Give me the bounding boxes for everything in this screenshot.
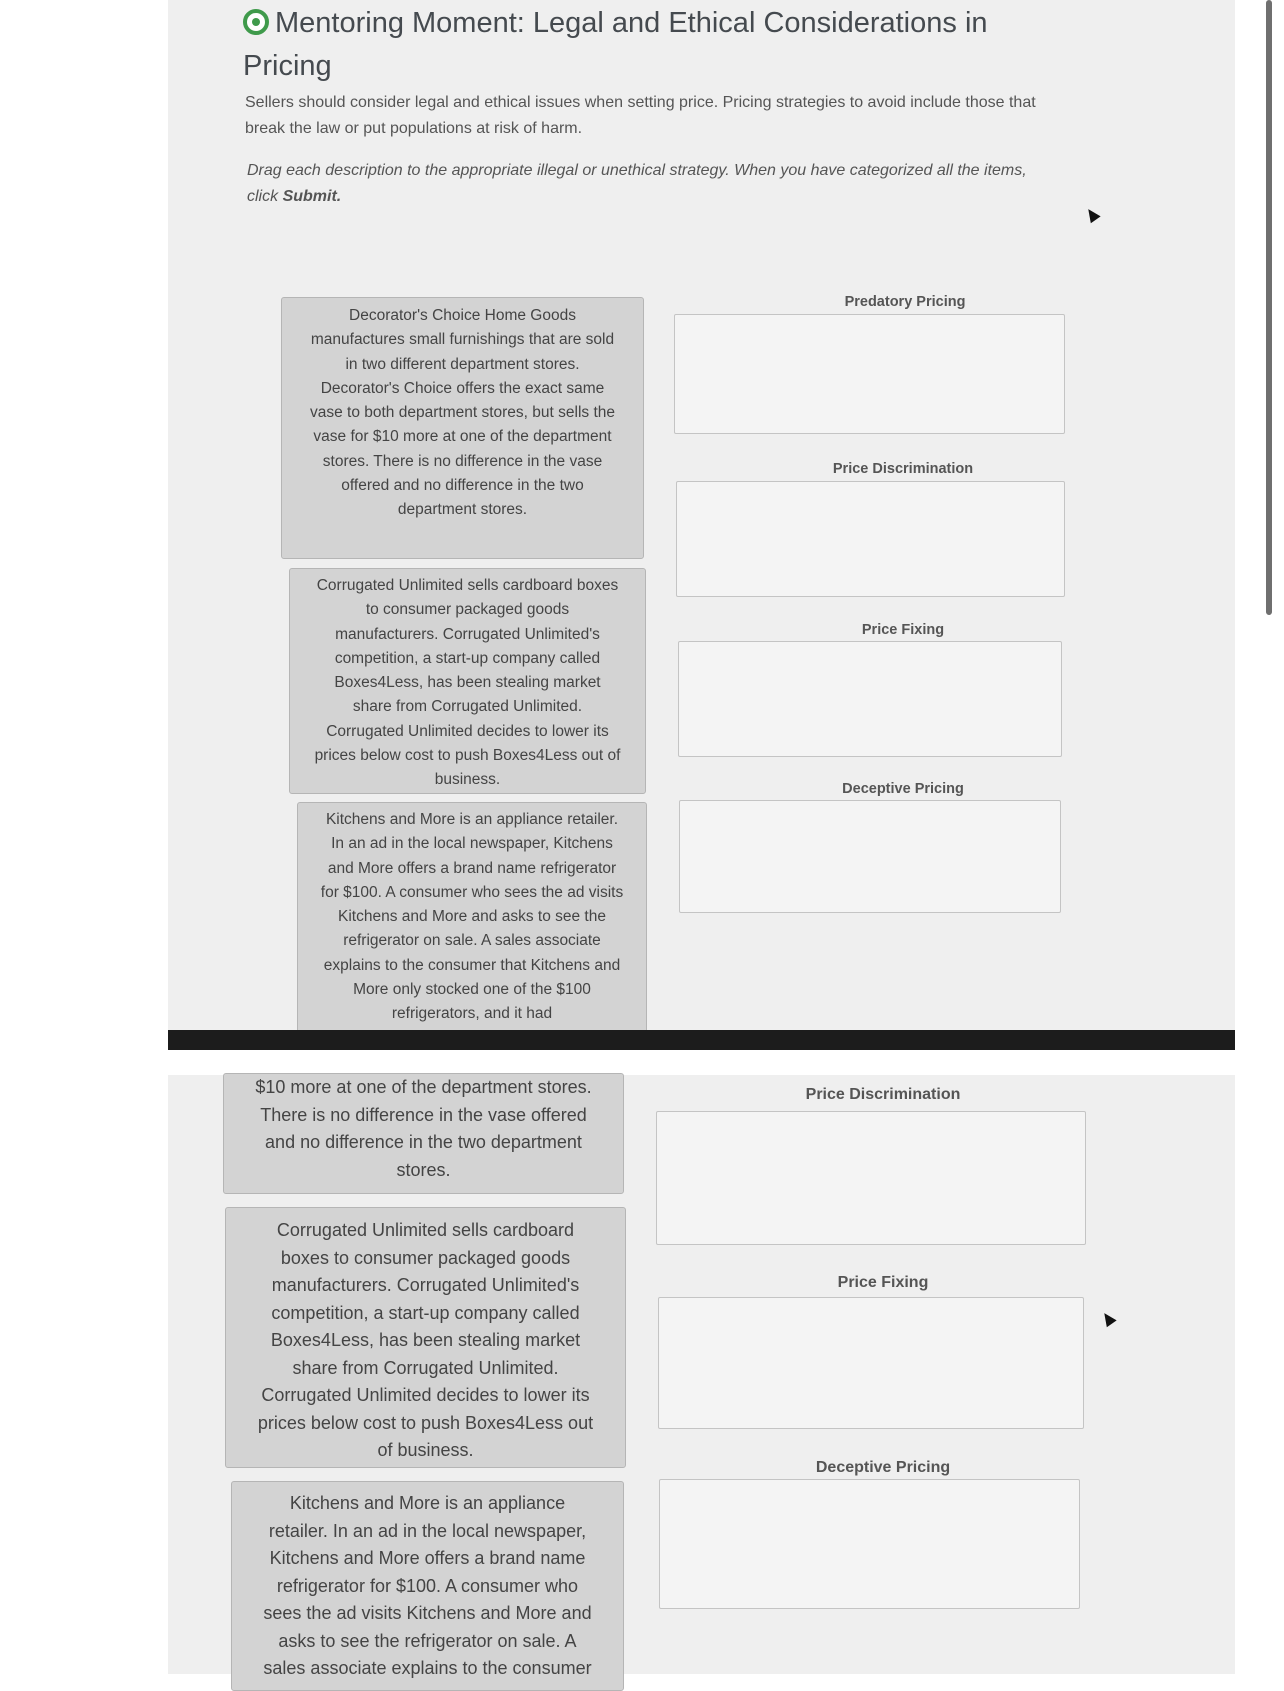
category-label-deceptive: Deceptive Pricing [842, 781, 964, 797]
drop-zone-deceptive-zoomed[interactable] [659, 1479, 1080, 1609]
page-title [243, 2, 1063, 88]
description-text: Corrugated Unlimited sells cardboard boxes to consumer packaged goods manufacturers. Corrugated Unlimited's competition, a start-up company called Boxes4Less, has been stealing market share from Corrugated Unlimited. Corrugated Unlimited decides to lower its prices below cost to push Boxes4Less out of business. [257, 1220, 594, 1460]
mouse-cursor-icon [1099, 1310, 1116, 1328]
description-card-price-discrimination[interactable] [281, 297, 644, 559]
category-label-discrimination-zoomed: Price Discrimination [805, 1086, 961, 1103]
mentoring-moment-icon [243, 9, 269, 35]
category-label-predatory: Predatory Pricing [844, 294, 966, 310]
drop-zone-discrimination-zoomed[interactable] [656, 1111, 1086, 1245]
description-card-price-discrimination-zoomed[interactable] [223, 1073, 624, 1194]
description-card-deceptive[interactable] [297, 802, 647, 1042]
screenshot-divider [168, 1030, 1235, 1050]
page-title-text: Mentoring Moment: Legal and Ethical Considerations in Pricing [243, 7, 988, 82]
category-label-deceptive-zoomed: Deceptive Pricing [815, 1459, 951, 1476]
category-label-fixing-zoomed: Price Fixing [837, 1274, 929, 1291]
description-text: Decorator's Choice Home Goods manufactures small furnishings that are sold in two different department stores. Decorator's Choice offers the exact same vase to both department stores, but sells the vase for $10 more at one of the department stores. There is no difference in the vase offered and no difference in the two department stores. [309, 307, 615, 519]
drop-zone-fixing-zoomed[interactable] [658, 1297, 1084, 1429]
description-text: Kitchens and More is an appliance retailer. In an ad in the local newspaper, Kitchens and More offers a brand name refrigerator for $100. A consumer who sees the ad visits Kitchens and More and asks to see the refrigerator on sale. A sales associate explains to the consumer [263, 1493, 592, 1678]
scrollbar[interactable] [1266, 0, 1272, 615]
intro-text: Sellers should consider legal and ethical issues when setting price. Pricing strategies to avoid include those that break the law or put populations at risk of harm. [245, 94, 1036, 137]
instruction-text [247, 158, 1047, 210]
instruction-submit: Submit. [282, 188, 342, 205]
description-card-predatory[interactable] [289, 568, 646, 794]
instruction-prefix: Drag each description to the appropriate illegal or unethical strategy. When you have categorized all the items, click [247, 162, 1027, 205]
category-label-discrimination: Price Discrimination [832, 461, 974, 477]
description-card-predatory-zoomed[interactable] [225, 1207, 626, 1468]
drop-zone-deceptive[interactable] [679, 800, 1061, 913]
drop-zone-discrimination[interactable] [676, 481, 1065, 597]
activity-panel-bottom [168, 1075, 1235, 1678]
activity-panel-top [168, 0, 1235, 1030]
drop-zone-fixing[interactable] [678, 641, 1062, 757]
description-text: Corrugated Unlimited sells cardboard boxes to consumer packaged goods manufacturers. Corrugated Unlimited's competition, a start-up company called Boxes4Less, has been stealing market share from Corrugated Unlimited. Corrugated Unlimited decides to lower its prices below cost to push Boxes4Less out of business. [314, 577, 621, 789]
description-card-deceptive-zoomed[interactable] [231, 1481, 624, 1691]
mouse-cursor-icon [1083, 206, 1100, 224]
drop-zone-predatory[interactable] [674, 314, 1065, 434]
description-text: $10 more at one of the department stores. There is no difference in the vase offered and no difference in the two department stores. [255, 1077, 592, 1180]
category-label-fixing: Price Fixing [861, 622, 945, 638]
description-text: Kitchens and More is an appliance retailer. In an ad in the local newspaper, Kitchens and More offers a brand name refrigerator for $100. A consumer who sees the ad visits Kitchens and More and asks to see the refrigerator on sale. A sales associate explains to the consumer that Kitchens and More only stocked one of the $100 refrigerators, and it had [320, 811, 624, 1023]
